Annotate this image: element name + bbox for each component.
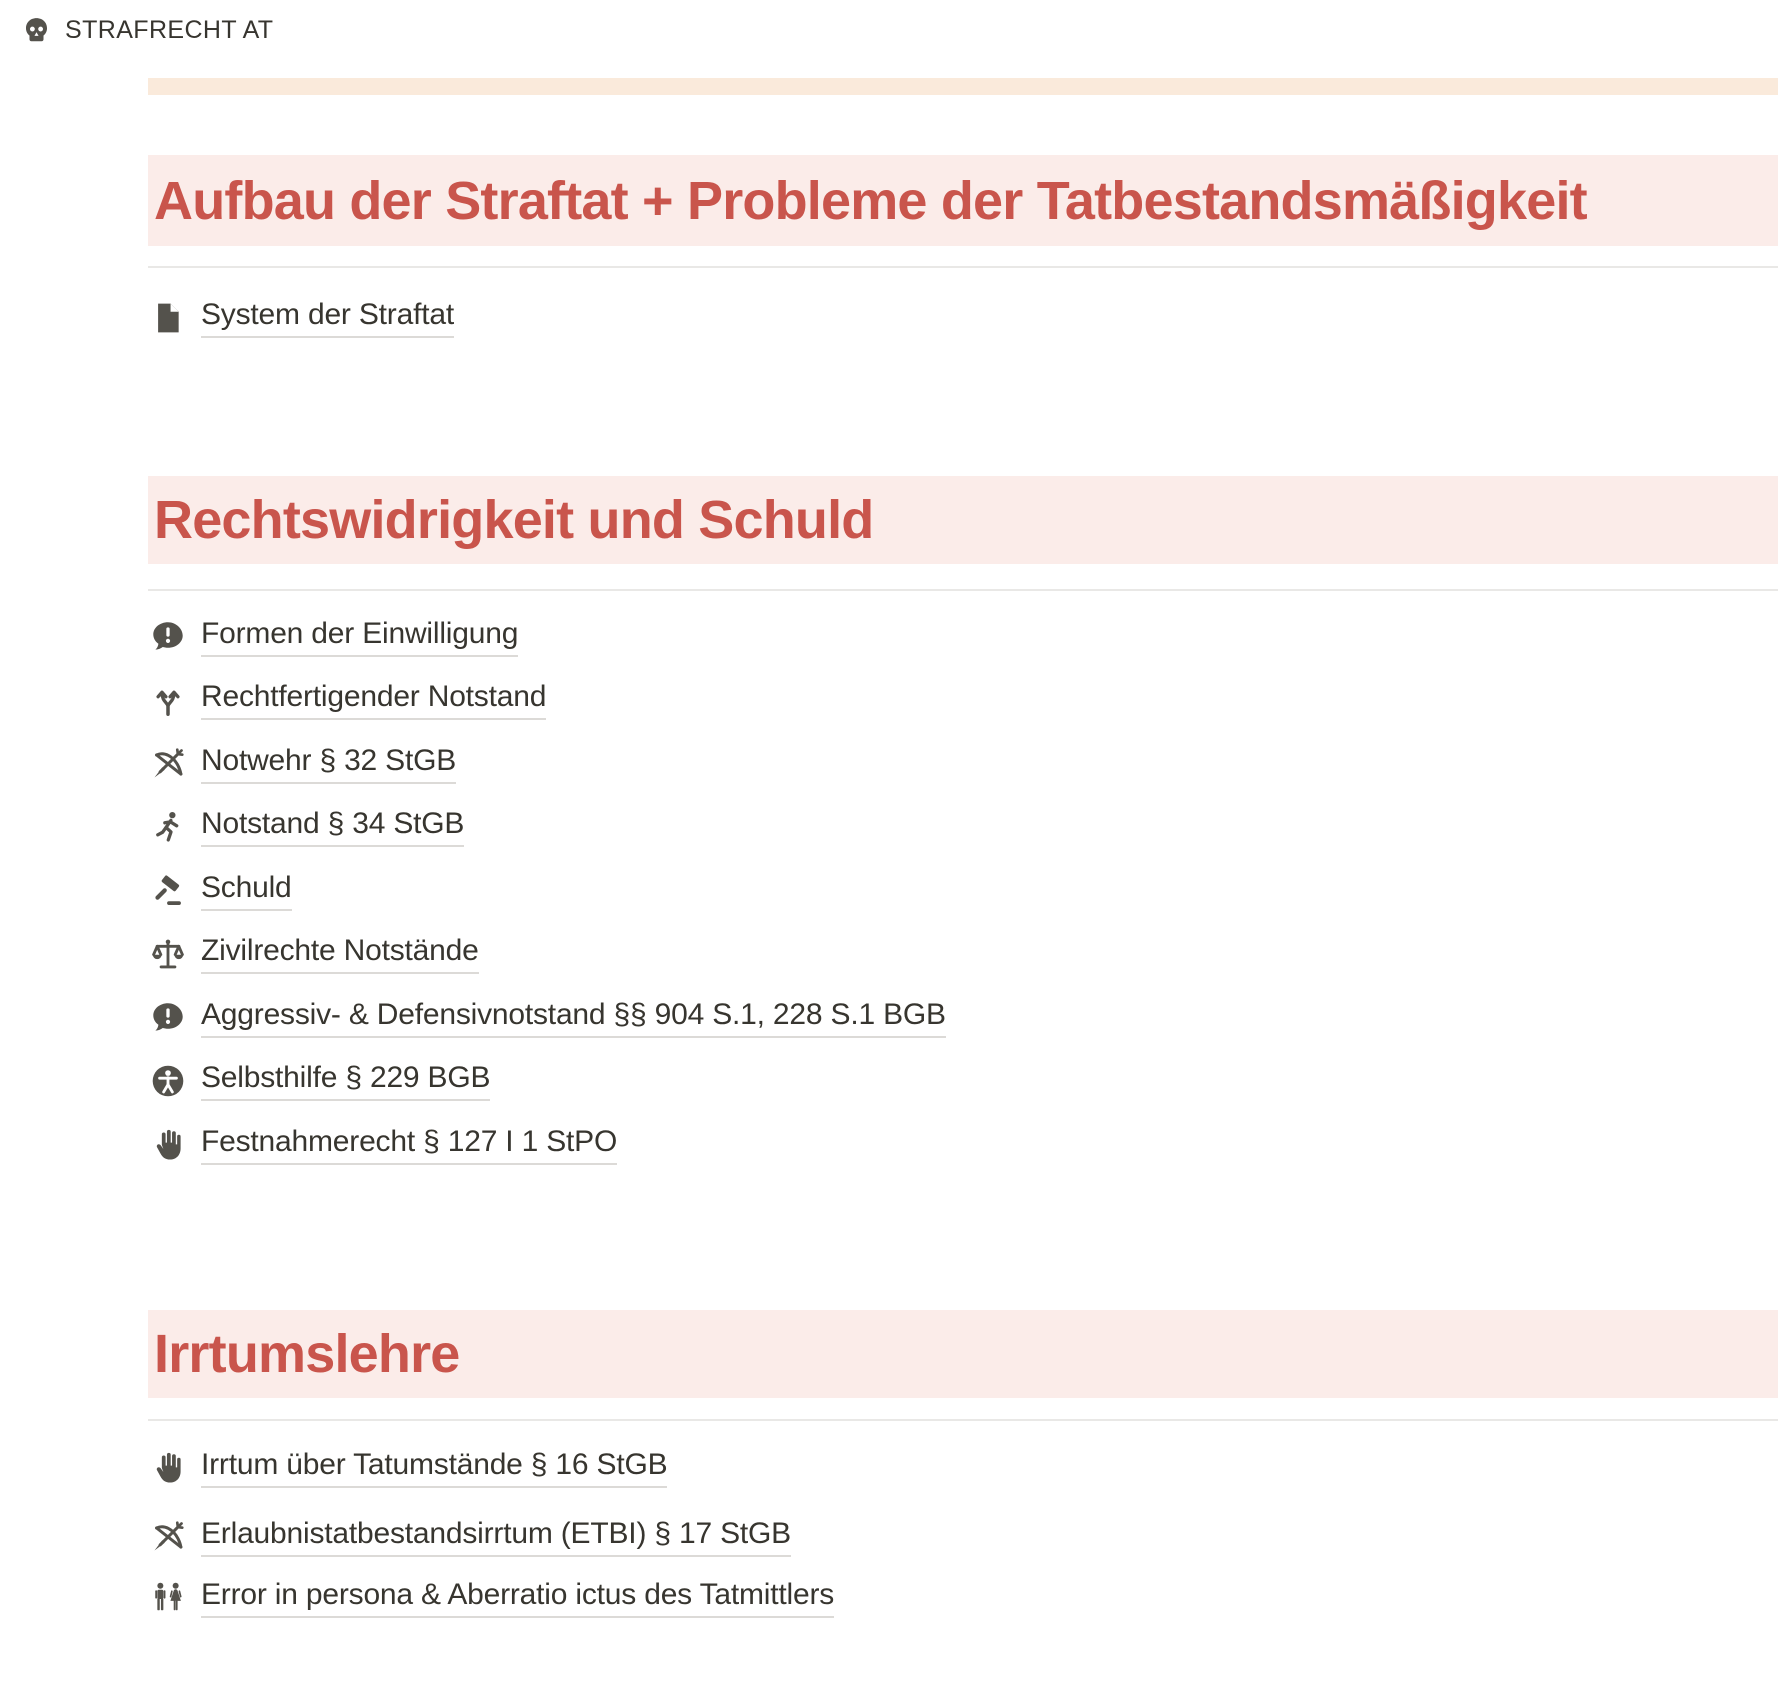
page-link-label[interactable]: Formen der Einwilligung [201,617,518,658]
raised-hand-icon [150,1127,186,1163]
page-link-irrtum-ueber-tatumstaende[interactable] [150,1446,667,1490]
page-link-selbsthilfe[interactable] [150,1059,490,1103]
page-link-label[interactable]: Error in persona & Aberratio ictus des Tatmittlers [201,1578,834,1619]
page-link-erlaubnistatbestandsirrtum[interactable] [150,1515,791,1559]
speech-bubble-exclamation-icon [150,619,186,655]
page-link-rechtfertigender-notstand[interactable] [150,678,546,722]
divider [148,589,1778,591]
running-person-icon [150,809,186,845]
page-link-festnahmerecht[interactable] [150,1123,617,1167]
page-link-label[interactable]: Aggressiv- & Defensivnotstand §§ 904 S.1, 228 S.1 BGB [201,998,946,1039]
page-link-label[interactable]: Erlaubnistatbestandsirrtum (ETBI) § 17 StGB [201,1517,791,1558]
page-link-aggressiv-defensivnotstand[interactable] [150,996,946,1040]
man-and-woman-icon [150,1580,186,1616]
page-link-schuld[interactable] [150,869,292,913]
speech-bubble-exclamation-icon [150,1000,186,1036]
page-link-notstand[interactable] [150,805,464,849]
page-link-label[interactable]: Irrtum über Tatumstände § 16 StGB [201,1448,667,1489]
page-link-system-der-straftat[interactable] [150,296,454,340]
document-icon [150,300,186,336]
scales-of-justice-icon [150,936,186,972]
page-link-label[interactable]: Notstand § 34 StGB [201,807,464,848]
page-link-label[interactable]: Schuld [201,871,292,912]
accessibility-icon [150,1063,186,1099]
heading-banner-aufbau [148,155,1778,246]
page-link-formen-der-einwilligung[interactable] [150,615,518,659]
section-heading: Rechtswidrigkeit und Schuld [154,490,874,550]
raised-hand-icon [150,1450,186,1486]
heading-banner-irrtumslehre [148,1310,1778,1398]
partial-heading-banner [148,78,1778,95]
page-link-zivilrechte-notstaende[interactable] [150,932,479,976]
divider [148,266,1778,268]
page-link-notwehr[interactable] [150,742,456,786]
gavel-icon [150,873,186,909]
breadcrumb-page-title[interactable]: STRAFRECHT AT [65,16,274,44]
page-link-label[interactable]: Selbsthilfe § 229 BGB [201,1061,490,1102]
fork-arrows-icon [150,682,186,718]
page-link-label[interactable]: Rechtfertigender Notstand [201,680,546,721]
skull-icon[interactable] [22,16,51,45]
bow-and-arrow-icon [150,1519,186,1555]
page-link-error-in-persona[interactable] [150,1576,834,1620]
section-heading: Aufbau der Straftat + Probleme der Tatbestandsmäßigkeit [154,170,1587,231]
heading-banner-rechtswidrigkeit [148,476,1778,564]
section-heading: Irrtumslehre [154,1324,460,1384]
page-link-label[interactable]: System der Straftat [201,298,454,339]
topbar [22,16,273,45]
page-link-label[interactable]: Zivilrechte Notstände [201,934,479,975]
page-link-label[interactable]: Notwehr § 32 StGB [201,744,456,785]
divider [148,1419,1778,1421]
bow-and-arrow-icon [150,746,186,782]
page-link-label[interactable]: Festnahmerecht § 127 I 1 StPO [201,1125,617,1166]
